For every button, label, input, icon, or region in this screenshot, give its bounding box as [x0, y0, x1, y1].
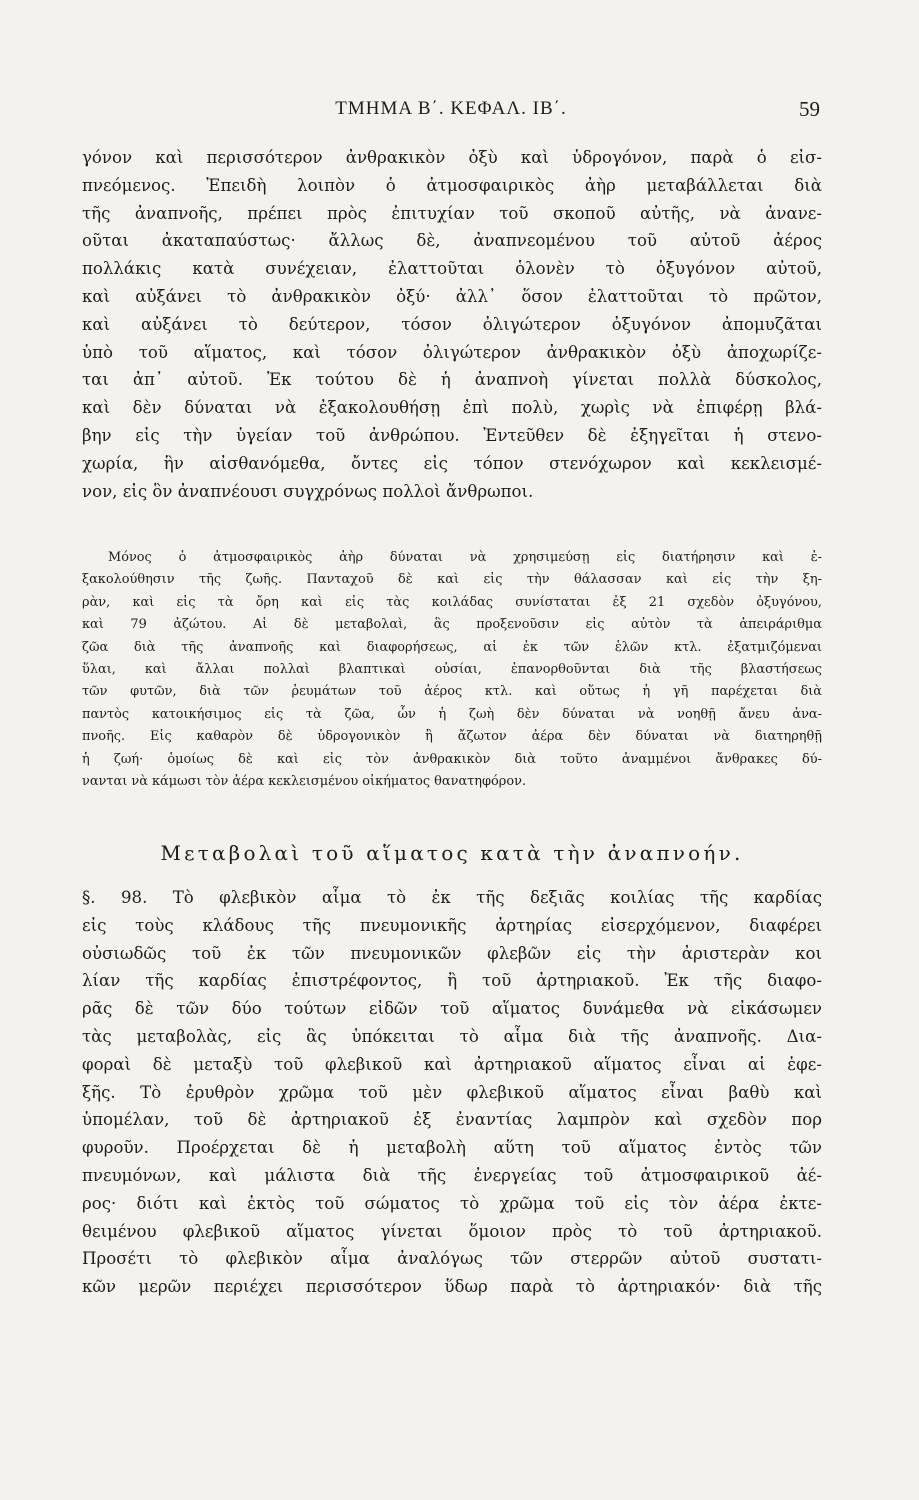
note-line: καὶ 79 ἀζώτου. Αἱ δὲ μεταβολαὶ, ἃς προξενοῦσιν εἰς αὐτὸν τὰ ἀπειράριθμα — [82, 617, 822, 633]
text-line: καὶ αὐξάνει τὸ δεύτερον, τόσον ὀλιγώτερον ὀξυγόνον ἀπομυζᾶται — [82, 314, 822, 334]
text-line: χωρία, ἣν αἰσθανόμεθα, ὄντες εἰς τόπον στενόχωρον καὶ κεκλεισμέ- — [82, 453, 822, 473]
note-line: πνοῆς. Εἰς καθαρὸν δὲ ὑδρογονικὸν ἢ ἄζωτον ἀέρα δὲν δύναται νὰ διατηρηθῇ — [82, 729, 822, 745]
section-heading: Μεταβολαὶ τοῦ αἵματος κατὰ τὴν ἀναπνοήν. — [160, 841, 744, 865]
text-line: τῆς ἀναπνοῆς, πρέπει πρὸς ἐπιτυχίαν τοῦ σκοποῦ αὐτῆς, νὰ ἀνανε- — [82, 203, 822, 223]
text-line: ται ἀπ᾽ αὐτοῦ. Ἐκ τούτου δὲ ἡ ἀναπνοὴ γίνεται πολλὰ δύσκολος, — [82, 370, 822, 390]
text-line: πνευμόνων, καὶ μάλιστα διὰ τῆς ἐνεργείας τοῦ ἀτμοσφαιρικοῦ ἀέ- — [82, 1165, 822, 1185]
text-line: νον, εἰς ὃν ἀναπνέουσι συγχρόνως πολλοὶ ἄνθρωποι. — [82, 481, 534, 501]
text-line: κῶν μερῶν περιέχει περισσότερον ὕδωρ παρὰ τὸ ἀρτηριακόν· διὰ τῆς — [82, 1277, 822, 1297]
text-line: εἰς τοὺς κλάδους τῆς πνευμονικῆς ἀρτηρίας εἰσερχόμενον, διαφέρει — [82, 915, 822, 935]
page-number: 59 — [799, 97, 820, 121]
note-line: νανται νὰ κάμωσι τὸν ἀέρα κεκλεισμένου οἰκήματος θανατηφόρον. — [82, 773, 527, 789]
note-line: ξακολούθησιν τῆς ζωῆς. Πανταχοῦ δὲ καὶ εἰς τὴν θάλασσαν καὶ εἰς τὴν ξη- — [82, 572, 822, 588]
running-head — [82, 96, 820, 122]
footnote-atmospheric-air — [82, 547, 822, 793]
text-line: πολλάκις κατὰ συνέχειαν, ἐλαττοῦται ὁλονὲν τὸ ὀξυγόνον αὐτοῦ, — [82, 259, 822, 279]
note-line: παντὸς κατοικήσιμος εἰς τὰ ζῶα, ὧν ἡ ζωὴ δὲν δύναται νὰ νοηθῇ ἄνευ ἀνα- — [82, 706, 822, 722]
note-line: τῶν φυτῶν, διὰ τῶν ῥευμάτων τοῦ ἀέρος κτλ. καὶ οὕτως ἡ γῆ παρέχεται διὰ — [82, 684, 822, 700]
note-line: ρὰν, καὶ εἰς τὰ ὄρη καὶ εἰς τὰς κοιλάδας συνίσταται ἐξ 21 σχεδὸν ὀξυγόνου, — [82, 594, 822, 610]
text-line: βην εἰς τὴν ὑγείαν τοῦ ἀνθρώπου. Ἐντεῦθεν δὲ ἐξηγεῖται ἡ στενο- — [82, 425, 822, 445]
paragraph-blood-changes — [82, 884, 822, 1301]
text-line: §. 98. Τὸ φλεβικὸν αἷμα τὸ ἐκ τῆς δεξιᾶς κοιλίας τῆς καρδίας — [82, 888, 822, 907]
text-line: ρᾶς δὲ τῶν δύο τούτων εἰδῶν τοῦ αἵματος δυνάμεθα νὰ εἰκάσωμεν — [82, 999, 822, 1019]
note-line: Μόνος ὁ ἀτμοσφαιρικὸς ἀὴρ δύναται νὰ χρησιμεύσῃ εἰς διατήρησιν καὶ ἐ- — [108, 550, 822, 565]
text-line: ρος· διότι καὶ ἐκτὸς τοῦ σώματος τὸ χρῶμα τοῦ εἰς τὸν ἀέρα ἐκτε- — [82, 1193, 822, 1213]
text-line: Προσέτι τὸ φλεβικὸν αἷμα ἀναλόγως τῶν στερρῶν αὐτοῦ συστατι- — [82, 1249, 822, 1269]
text-line: ξῆς. Τὸ ἐρυθρὸν χρῶμα τοῦ μὲν φλεβικοῦ αἵματος εἶναι βαθὺ καὶ — [82, 1082, 822, 1102]
text-line: θειμένου φλεβικοῦ αἵματος γίνεται ὅμοιον πρὸς τὸ τοῦ ἀρτηριακοῦ. — [82, 1221, 822, 1241]
text-line: ὑπομέλαν, τοῦ δὲ ἀρτηριακοῦ ἐξ ἐναντίας λαμπρὸν καὶ σχεδὸν πορ — [82, 1110, 822, 1130]
text-line: πνεόμενος. Ἐπειδὴ λοιπὸν ὁ ἀτμοσφαιρικὸς ἀὴρ μεταβάλλεται διὰ — [82, 175, 822, 195]
text-line: φοραὶ δὲ μεταξὺ τοῦ φλεβικοῦ καὶ ἀρτηριακοῦ αἵματος εἶναι αἱ ἑφε- — [82, 1054, 822, 1074]
text-line: καὶ αὐξάνει τὸ ἀνθρακικὸν ὀξύ· ἀλλ᾽ ὅσον ἐλαττοῦται τὸ πρῶτον, — [82, 286, 822, 306]
text-line: γόνον καὶ περισσότερον ἀνθρακικὸν ὀξὺ καὶ ὑδρογόνον, παρὰ ὁ εἰσ- — [82, 148, 822, 167]
note-line: ὕλαι, καὶ ἄλλαι πολλαὶ βλαπτικαὶ οὐσίαι, ἐπανορθοῦνται διὰ τῆς βλαστήσεως — [82, 661, 822, 677]
text-line: καὶ δὲν δύναται νὰ ἐξακολουθήσῃ ἐπὶ πολὺ, χωρὶς νὰ ἐπιφέρῃ βλά- — [82, 398, 822, 418]
note-line: ἡ ζωή· ὁμοίως δὲ καὶ εἰς τὸν ἀνθρακικὸν διὰ τοῦτο ἀναμμένοι ἄνθρακες δύ- — [82, 751, 822, 767]
text-line: οὐσιωδῶς τοῦ ἐκ τῶν πνευμονικῶν φλεβῶν εἰς τὴν ἀριστερὰν κοι — [82, 943, 822, 963]
text-line: φυροῦν. Προέρχεται δὲ ἡ μεταβολὴ αὕτη τοῦ αἵματος ἐντὸς τῶν — [82, 1138, 822, 1158]
text-line: λίαν τῆς καρδίας ἐπιστρέφοντος, ἢ τοῦ ἀρτηριακοῦ. Ἐκ τῆς διαφο- — [82, 971, 822, 991]
text-line: οῦται ἀκαταπαύστως· ἄλλως δὲ, ἀναπνεομένου τοῦ αὐτοῦ ἀέρος — [82, 231, 822, 251]
paragraph-respiration-air — [82, 144, 822, 505]
note-line: ζῶα διὰ τῆς ἀναπνοῆς καὶ διαφορήσεως, αἱ ἐκ τῶν ἑλῶν κτλ. ἐξατμιζόμεναι — [82, 639, 822, 655]
text-line: ὑπὸ τοῦ αἵματος, καὶ τόσον ὀλιγώτερον ἀνθρακικὸν ὀξὺ ἀποχωρίζε- — [82, 342, 822, 362]
running-head-title: ΤΜΗΜΑ Β΄. ΚΕΦΑΛ. ΙΒ΄. — [335, 98, 567, 119]
text-line: τὰς μεταβολὰς, εἰς ἃς ὑπόκειται τὸ αἷμα διὰ τῆς ἀναπνοῆς. Δια- — [82, 1026, 822, 1046]
